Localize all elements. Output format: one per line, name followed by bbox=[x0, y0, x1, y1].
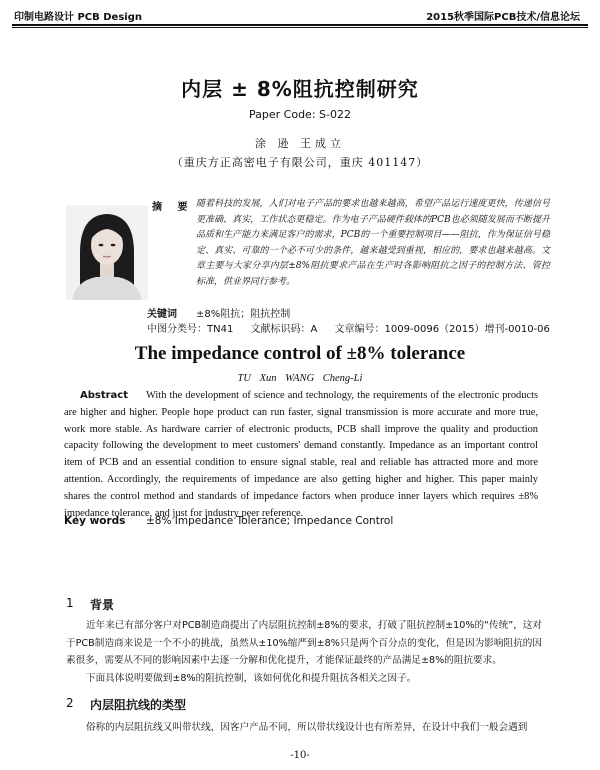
header-rule bbox=[12, 24, 588, 26]
abstract-cn-text: 随着科技的发展，人们对电子产品的要求也越来越高，希望产品运行速度更快，传递信号更准确、真实，工作状态更稳定。作为电子产品硬件载体的PCB也必须随发展而不断提升品质和生产能力来满足客户的需求，PCB的一个重要控制项目——阻抗，作为保证信号稳定、真实、可靠的一个必不可少的条件，越来越受到重视，相应的，要求也越来越高。文章主要与大家分享内层±8%阻抗要求产品在生产时各影响阻抗之因子的控制方法、管控标准，供业界同行参考。 bbox=[196, 199, 550, 287]
running-header-right: 2015秋季国际PCB技术/信息论坛 bbox=[426, 12, 580, 23]
abstract-en-label: Abstract bbox=[80, 390, 129, 401]
clc-number: 中图分类号：TN41 bbox=[147, 324, 234, 335]
section-2-title: 内层阻抗线的类型 bbox=[90, 698, 187, 712]
keywords-cn-label: 关键词 bbox=[147, 309, 177, 320]
paper-code: Paper Code: S-022 bbox=[249, 108, 351, 121]
abstract-en bbox=[64, 388, 538, 522]
section-2-number: 2 bbox=[66, 696, 74, 710]
section-1-number: 1 bbox=[66, 596, 74, 610]
section-2-body: 俗称的内层阻抗线又叫带状线，因客户产品不同，所以带状线设计也有所差异，在设计中我们一般会遇到 bbox=[86, 722, 528, 733]
paper-title: 内层 ± 8%阻抗控制研究 bbox=[181, 77, 419, 101]
document-code: 文献标识码：A bbox=[250, 324, 318, 335]
section-1-paragraph: 近年来已有部分客户对PCB制造商提出了内层阻抗控制±8%的要求，打破了阻抗控制±10%的“传统”，这对于PCB制造商来说是一个不小的挑战，虽然从±10%缩严到±8%只是两个百分点的变化，但是因为影响阻抗的因素很多，需要从不同的影响因素中去逐一分解和优化提升，才能保证最终的产品满足±8%的阻抗要求。 bbox=[66, 620, 542, 666]
section-1-body bbox=[66, 617, 542, 687]
authors-en: TU Xun WANG Cheng-Li bbox=[237, 373, 363, 384]
page-number: -10- bbox=[290, 750, 310, 761]
affiliation: （重庆方正高密电子有限公司，重庆 401147） bbox=[171, 156, 429, 169]
header-rule-thin bbox=[12, 27, 588, 28]
paper-title-en: The impedance control of ±8% tolerance bbox=[134, 343, 466, 364]
running-header-left: 印制电路设计 PCB Design bbox=[14, 12, 142, 23]
authors: 涂 逊 王成立 bbox=[255, 137, 345, 150]
classification-row bbox=[147, 320, 564, 335]
abstract-cn-label: 摘 要 bbox=[152, 202, 194, 213]
author-portrait-image bbox=[66, 205, 148, 300]
keywords-cn: ±8%阻抗；阻抗控制 bbox=[196, 309, 291, 320]
author-photo bbox=[66, 205, 148, 300]
section-1-title: 背景 bbox=[90, 598, 115, 612]
article-number: 文章编号：1009-0096（2015）增刊-0010-06 bbox=[334, 324, 550, 335]
abstract-en-text: With the development of science and technology, the requirements of the electronic products are higher and higher. People hope product can run faster, signal transmission is more accurate and more true, work more stable. As hardware carrier of electronic products, PCB shall improve the quality and production capacity following the development to meet customers' demand constantly. Impedance as an important control item of PCB and an essential condition to ensure signal stable, real and reliable has attracted more and more attention. Accordingly, the requirements of impedance are also getting higher and higher. This paper mainly shares the control method and standards of impedance factors when produce inner layers which requires ±8% impedance tolerance, and just for industry peer reference. bbox=[64, 390, 538, 519]
keywords-en-label: Key words bbox=[64, 515, 126, 527]
keywords-en: ±8% Impedance Tolerance; Impedance Control bbox=[146, 515, 394, 527]
section-1-paragraph: 下面具体说明要做到±8%的阻抗控制，该如何优化和提升阻抗各相关之因子。 bbox=[86, 672, 417, 684]
